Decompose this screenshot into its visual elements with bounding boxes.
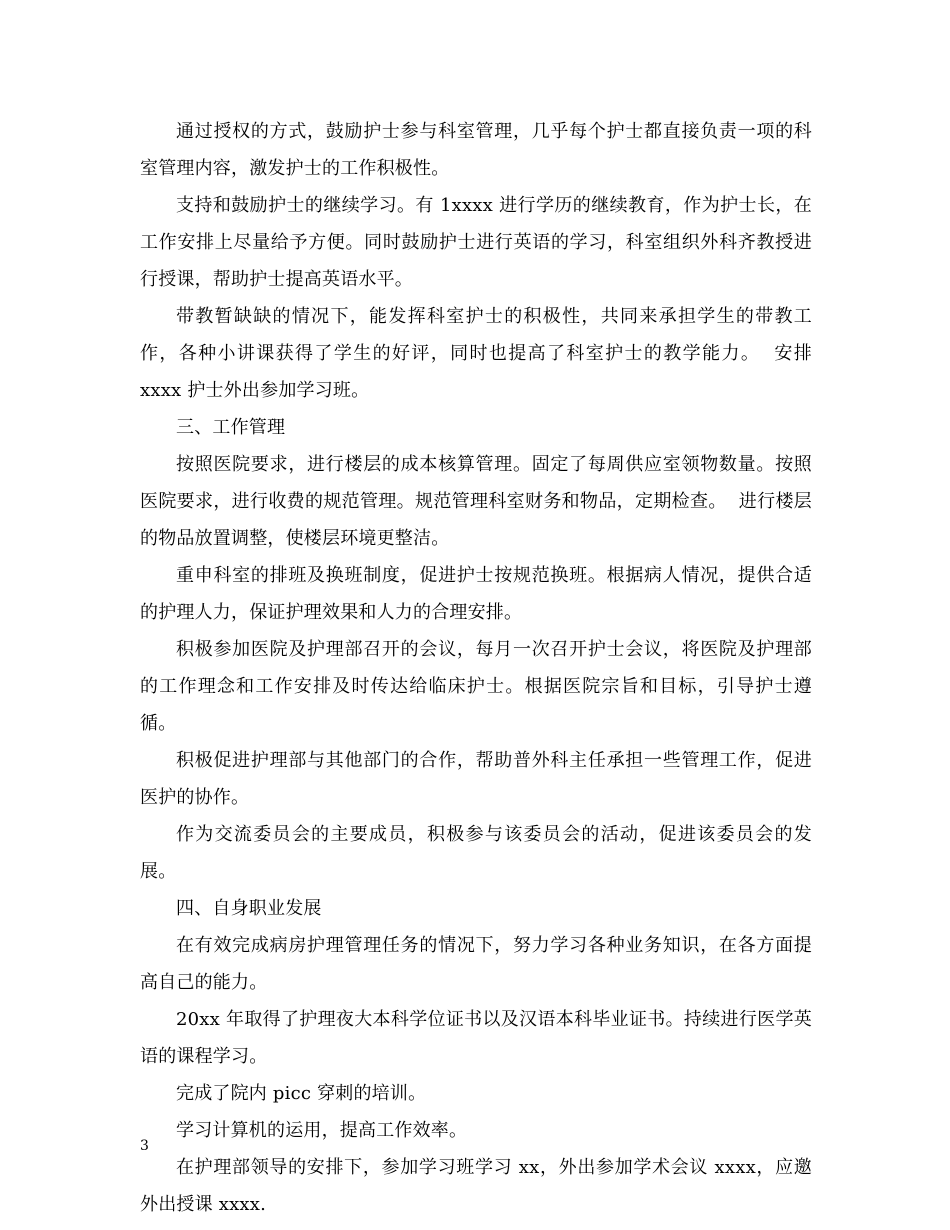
paragraph-meetings: 积极参加医院及护理部召开的会议，每月一次召开护士会议，将医院及护理部的工作理念和工作安排及时传达给临床护士。根据医院宗旨和目标，引导护士遵循。 [140, 639, 812, 734]
paragraph-computer-skills: 学习计算机的运用，提高工作效率。 [176, 1120, 468, 1141]
document-body [140, 113, 818, 1223]
section-heading-work-management: 三、工作管理 [176, 417, 286, 438]
paragraph-scheduling: 重申科室的排班及换班制度，促进护士按规范换班。根据病人情况，提供合适的护理人力，保证护理效果和人力的合理安排。 [140, 565, 812, 623]
paragraph-picc-training: 完成了院内 picc 穿刺的培训。 [176, 1083, 427, 1104]
paragraph-authorization: 通过授权的方式，鼓励护士参与科室管理，几乎每个护士都直接负责一项的科室管理内容，激发护士的工作积极性。 [140, 121, 812, 179]
paragraph-continuing-education: 支持和鼓励护士的继续学习。有 1xxxx 进行学历的继续教育，作为护士长，在工作安排上尽量给予方便。同时鼓励护士进行英语的学习，科室组织外科齐教授进行授课，帮助护士提高英语水平。 [140, 195, 812, 290]
paragraph-cooperation: 积极促进护理部与其他部门的合作，帮助普外科主任承担一些管理工作，促进医护的协作。 [140, 750, 812, 808]
paragraph-conferences: 在护理部领导的安排下，参加学习班学习 xx，外出参加学术会议 xxxx，应邀外出授课 xxxx. [140, 1157, 812, 1215]
paragraph-cost-management: 按照医院要求，进行楼层的成本核算管理。固定了每周供应室领物数量。按照医院要求，进行收费的规范管理。规范管理科室财务和物品，定期检查。 进行楼层的物品放置调整，使楼层环境更整洁。 [140, 454, 812, 549]
paragraph-teaching: 带教暂缺缺的情况下，能发挥科室护士的积极性，共同来承担学生的带教工作，各种小讲课获得了学生的好评，同时也提高了科室护士的教学能力。 安排 xxxx 护士外出参加学习班。 [140, 306, 818, 401]
paragraph-committee: 作为交流委员会的主要成员，积极参与该委员会的活动，促进该委员会的发展。 [140, 824, 812, 882]
page-number: 3 [140, 1138, 149, 1154]
section-heading-career-development: 四、自身职业发展 [176, 898, 322, 919]
paragraph-certificates: 20xx 年取得了护理夜大本科学位证书以及汉语本科毕业证书。持续进行医学英语的课程学习。 [140, 1009, 812, 1067]
paragraph-self-improvement: 在有效完成病房护理管理任务的情况下，努力学习各种业务知识，在各方面提高自己的能力。 [140, 935, 812, 993]
